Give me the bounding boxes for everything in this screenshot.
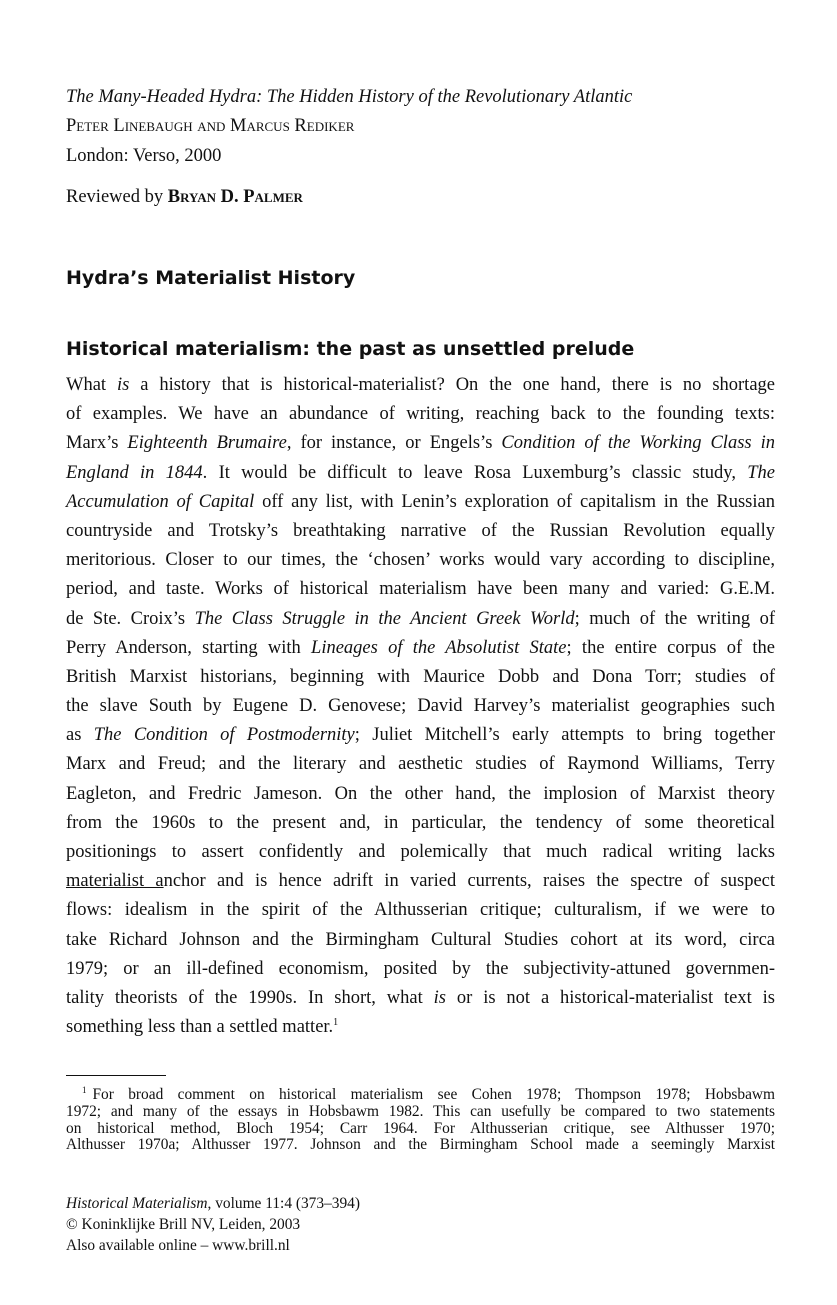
journal-name: Historical Materialism <box>66 1195 208 1212</box>
book-authors: Peter Linebaugh and Marcus Rediker <box>66 116 355 136</box>
journal-volume: , volume 11:4 (373–394) <box>207 1195 360 1212</box>
journal-citation <box>66 1193 360 1214</box>
footnote-rule <box>66 1075 166 1076</box>
body-line: the slave South by Eugene D. Genovese; David Harvey’s materialist geographies such <box>66 696 775 717</box>
body-line: as The Condition of Postmodernity; Juliet Mitchell’s early attempts to bring together <box>66 725 775 746</box>
body-line: 1979; or an ill-defined economism, posited by the subjectivity-attuned governmen- <box>66 958 775 979</box>
footnote-line: on historical method, Bloch 1954; Carr 1964. For Althusserian critique, see Althusser 1970; <box>66 1119 775 1137</box>
body-line: from the 1960s to the present and, in particular, the tendency of some theoretical <box>66 812 775 833</box>
footnote-line: Althusser 1970a; Althusser 1977. Johnson and the Birmingham School made a seemingly Marxist <box>66 1136 775 1154</box>
body-line: positionings to assert confidently and polemically that much radical writing lacks <box>66 842 775 862</box>
body-line: of examples. We have an abundance of writing, reaching back to the founding texts: <box>66 404 775 425</box>
footnote-number: 1 <box>82 1084 87 1095</box>
section-heading: Historical materialism: the past as unsettled prelude <box>66 338 635 360</box>
body-line: Marx’s Eighteenth Brumaire, for instance, or Engels’s Condition of the Working Class in <box>66 433 775 454</box>
book-title: The Many-Headed Hydra: The Hidden History of the Revolutionary Atlantic <box>66 87 633 107</box>
body-line: tality theorists of the 1990s. In short, what is or is not a historical-materialist text is <box>66 987 775 1008</box>
reviewed-by-label: Reviewed by <box>66 187 164 207</box>
body-line: Perry Anderson, starting with Lineages of the Absolutist State; the entire corpus of the <box>66 637 776 658</box>
reviewer-line <box>66 187 303 208</box>
footnote-marker[interactable]: 1 <box>333 1016 339 1028</box>
body-line: What is a history that is historical-materialist? On the one hand, there is no shortage <box>66 375 775 395</box>
footnote-line: 1972; and many of the essays in Hobsbawm 1982. This can usefully be compared to two statements <box>66 1102 775 1120</box>
footnote <box>66 1084 775 1154</box>
footnote-line: $^1$ For broad comment on historical materialism see Cohen 1978; Thompson 1978; Hobsbawm <box>82 1084 775 1103</box>
copyright-line: © Koninklijke Brill NV, Leiden, 2003 <box>66 1216 301 1233</box>
body-line: Accumulation of Capital off any list, with Lenin’s exploration of capitalism in the Russian <box>66 491 775 512</box>
body-line: de Ste. Croix’s The Class Struggle in the Ancient Greek World; much of the writing of <box>66 608 775 629</box>
publication-info: London: Verso, 2000 <box>66 146 222 166</box>
body-paragraph <box>66 371 775 1042</box>
body-line: Marx and Freud; and the literary and aesthetic studies of Raymond Williams, Terry <box>66 754 775 775</box>
body-line: something less than a settled matter.$^1$ <box>66 1016 339 1038</box>
body-line: countryside and Trotsky’s breathtaking narrative of the Russian Revolution equally <box>66 520 775 541</box>
body-line: take Richard Johnson and the Birmingham Cultural Studies cohort at its word, circa <box>66 929 775 950</box>
body-line: materialist anchor and is hence adrift in varied currents, raises the spectre of suspect <box>66 871 776 892</box>
body-line: flows: idealism in the spirit of the Althusserian critique; culturalism, if we were to <box>66 900 775 921</box>
body-line: England in 1844. It would be difficult to leave Rosa Luxemburg’s classic study, The <box>66 462 775 483</box>
body-line: British Marxist historians, beginning with Maurice Dobb and Dona Torr; studies of <box>66 666 775 687</box>
body-line: period, and taste. Works of historical materialism have been many and varied: G.E.M. <box>66 579 775 600</box>
online-availability: Also available online – www.brill.nl <box>66 1237 290 1254</box>
body-line: meritorious. Closer to our times, the ‘chosen’ works would vary according to discipline, <box>66 550 775 571</box>
article-title: Hydra’s Materialist History <box>66 267 356 289</box>
page-footer <box>66 1193 360 1256</box>
reviewer-name: Bryan D. Palmer <box>167 187 303 207</box>
body-line: Eagleton, and Fredric Jameson. On the other hand, the implosion of Marxist theory <box>66 783 775 804</box>
